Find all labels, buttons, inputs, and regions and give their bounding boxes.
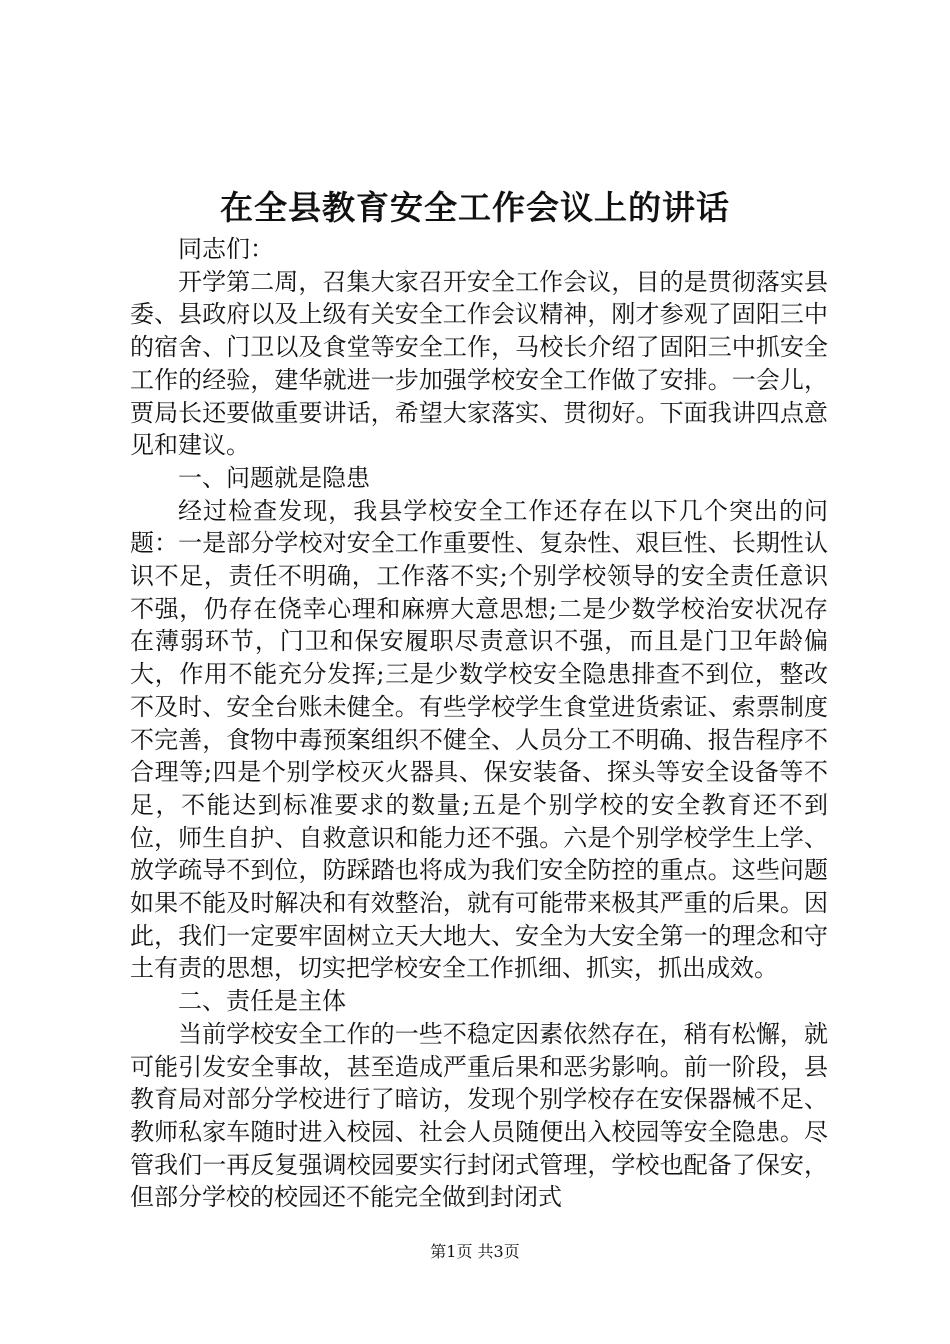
document-title: 在全县教育安全工作会议上的讲话 (220, 188, 730, 227)
section-heading-2: 二、责任是主体 (178, 987, 346, 1016)
paragraph-intro: 开学第二周，召集大家召开安全工作会议，目的是贯彻落实县委、县政府以及上级有关安全工作会议精神，刚才参观了固阳三中的宿舍、门卫以及食堂等安全工作，马校长介绍了固阳三中抓安全工作的经验，建华就进一步加强学校安全工作做了安排。一会儿，贾局长还要做重要讲话，希望大家落实、贯彻好。下面我讲四点意见和建议。 (130, 267, 828, 460)
page-number-footer: 第1页 共3页 (430, 1242, 520, 1261)
salutation: 同志们： (178, 235, 274, 263)
paragraph-section-2: 当前学校安全工作的一些不稳定因素依然存在，稍有松懈，就可能引发安全事故，甚至造成严重后果和恶劣影响。前一阶段，县教育局对部分学校进行了暗访，发现个别学校存在安保器械不足、教师私家车随时进入校园、社会人员随便出入校园等安全隐患。尽管我们一再反复强调校园要实行封闭式管理，学校也配备了保安，但部分学校的校园还不能完全做到封闭式 (130, 1019, 828, 1212)
document-body (130, 233, 828, 1214)
section-heading-1: 一、问题就是隐患 (178, 463, 370, 492)
paragraph-section-1: 经过检查发现，我县学校安全工作还存在以下几个突出的问题：一是部分学校对安全工作重要性、复杂性、艰巨性、长期性认识不足，责任不明确，工作落不实;个别学校领导的安全责任意识不强，仍存在侥幸心理和麻痹大意思想;二是少数学校治安状况存在薄弱环节，门卫和保安履职尽责意识不强，而且是门卫年龄偏大，作用不能充分发挥;三是少数学校安全隐患排查不到位，整改不及时、安全台账未健全。有些学校学生食堂进货索证、索票制度不完善，食物中毒预案组织不健全、人员分工不明确、报告程序不合理等;四是个别学校灭火器具、保安装备、探头等安全设备等不足，不能达到标准要求的数量;五是个别学校的安全教育还不到位，师生自护、自救意识和能力还不强。六是个别学校学生上学、放学疏导不到位，防踩踏也将成为我们安全防控的重点。这些问题如果不能及时解决和有效整治，就有可能带来极其严重的后果。因此，我们一定要牢固树立天大地大、安全为大安全第一的理念和守土有责的思想，切实把学校安全工作抓细、抓实，抓出成效。 (130, 496, 828, 983)
